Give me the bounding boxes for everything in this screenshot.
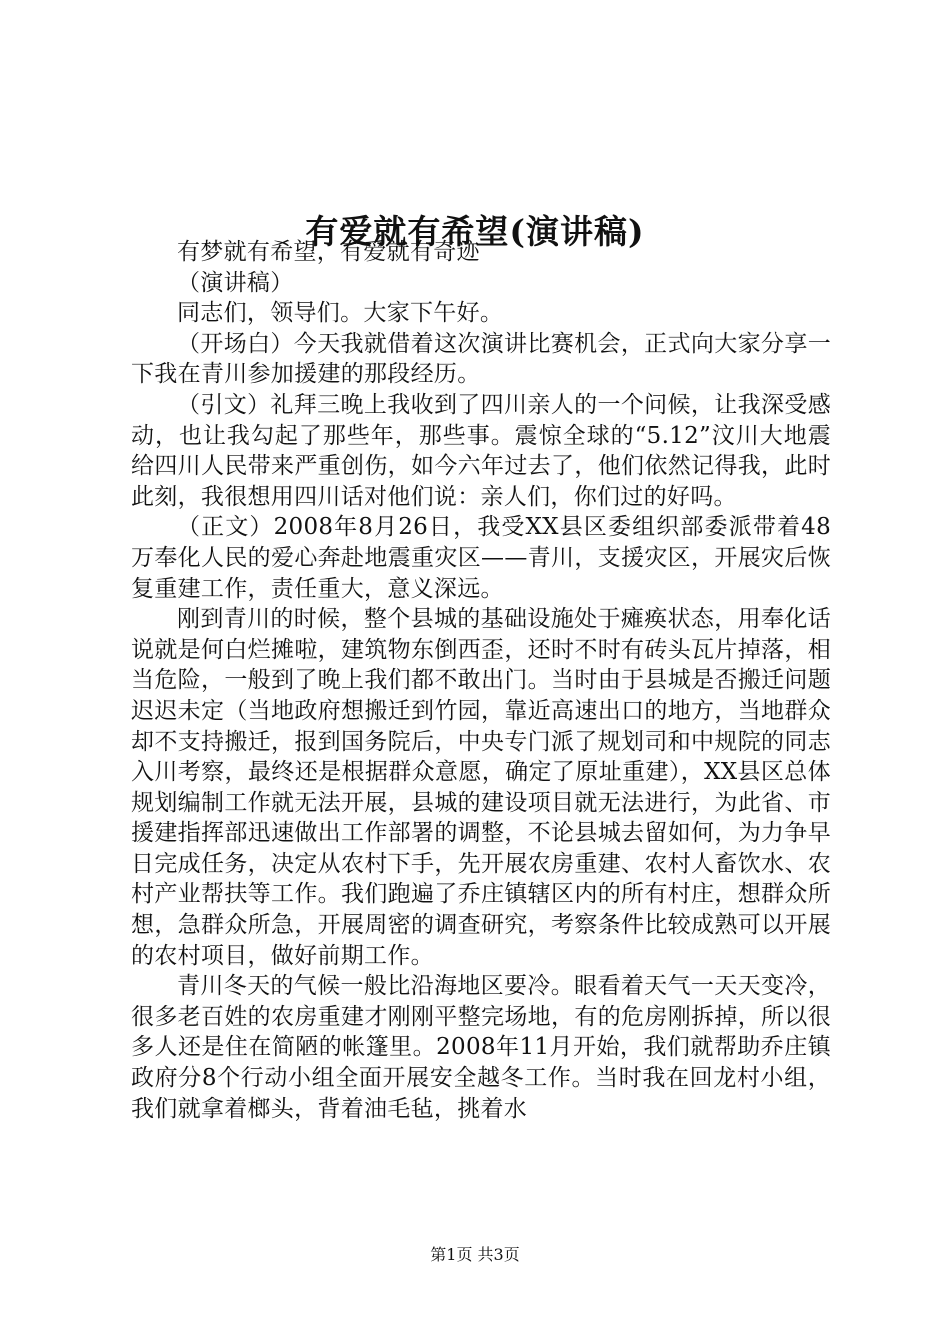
- paragraph-opening: （开场白）今天我就借着这次演讲比赛机会，正式向大家分享一下我在青川参加援建的那段经历。: [131, 330, 831, 388]
- document-title: 有爱就有希望(演讲稿): [305, 212, 645, 252]
- page-number: 第1页 共3页: [430, 1245, 520, 1264]
- document-body: [131, 237, 831, 1124]
- paragraph-arrival: 刚到青川的时候，整个县城的基础设施处于瘫痪状态，用奉化话说就是何白烂摊啦，建筑物东倒西歪，还时不时有砖头瓦片掉落，相当危险，一般到了晚上我们都不敢出门。当时由于县城是否搬迁问题迟迟未定（当地政府想搬迁到竹园，靠近高速出口的地方，当地群众却不支持搬迁，报到国务院后，中央专门派了规划司和中规院的同志入川考察，最终还是根据群众意愿，确定了原址重建），XX县区总体规划编制工作就无法开展，县城的建设项目就无法进行，为此省、市援建指挥部迅速做出工作部署的调整，不论县城去留如何，为力争早日完成任务，决定从农村下手，先开展农房重建、农村人畜饮水、农村产业帮扶等工作。我们跑遍了乔庄镇辖区内的所有村庄，想群众所想，急群众所急，开展周密的调查研究，考察条件比较成熟可以开展的农村项目，做好前期工作。: [131, 606, 831, 969]
- paragraph-subtitle: 有梦就有希望，有爱就有奇迹: [177, 239, 480, 265]
- paragraph-genre: （演讲稿）: [177, 269, 294, 296]
- paragraph-introduction: （引文）礼拜三晚上我收到了四川亲人的一个问候，让我深受感动，也让我勾起了那些年，那些事。震惊全球的“5.12”汶川大地震给四川人民带来严重创伤，如今六年过去了，他们依然记得我，此时此刻，我很想用四川话对他们说：亲人们，你们过的好吗。: [131, 391, 831, 510]
- paragraph-winter: 青川冬天的气候一般比沿海地区要冷。眼看着天气一天天变冷，很多老百姓的农房重建才刚刚平整完场地，有的危房刚拆掉，所以很多人还是住在简陋的帐篷里。2008年11月开始，我们就帮助乔庄镇政府分8个行动小组全面开展安全越冬工作。当时我在回龙村小组，我们就拿着榔头，背着油毛毡，挑着水: [131, 973, 831, 1122]
- paragraph-greeting: 同志们，领导们。大家下午好。: [177, 300, 504, 327]
- paragraph-main-text: （正文）2008年8月26日，我受XX县区委组织部委派带着48万奉化人民的爱心奔赴地震重灾区——青川，支援灾区，开展灾后恢复重建工作，责任重大，意义深远。: [131, 514, 831, 602]
